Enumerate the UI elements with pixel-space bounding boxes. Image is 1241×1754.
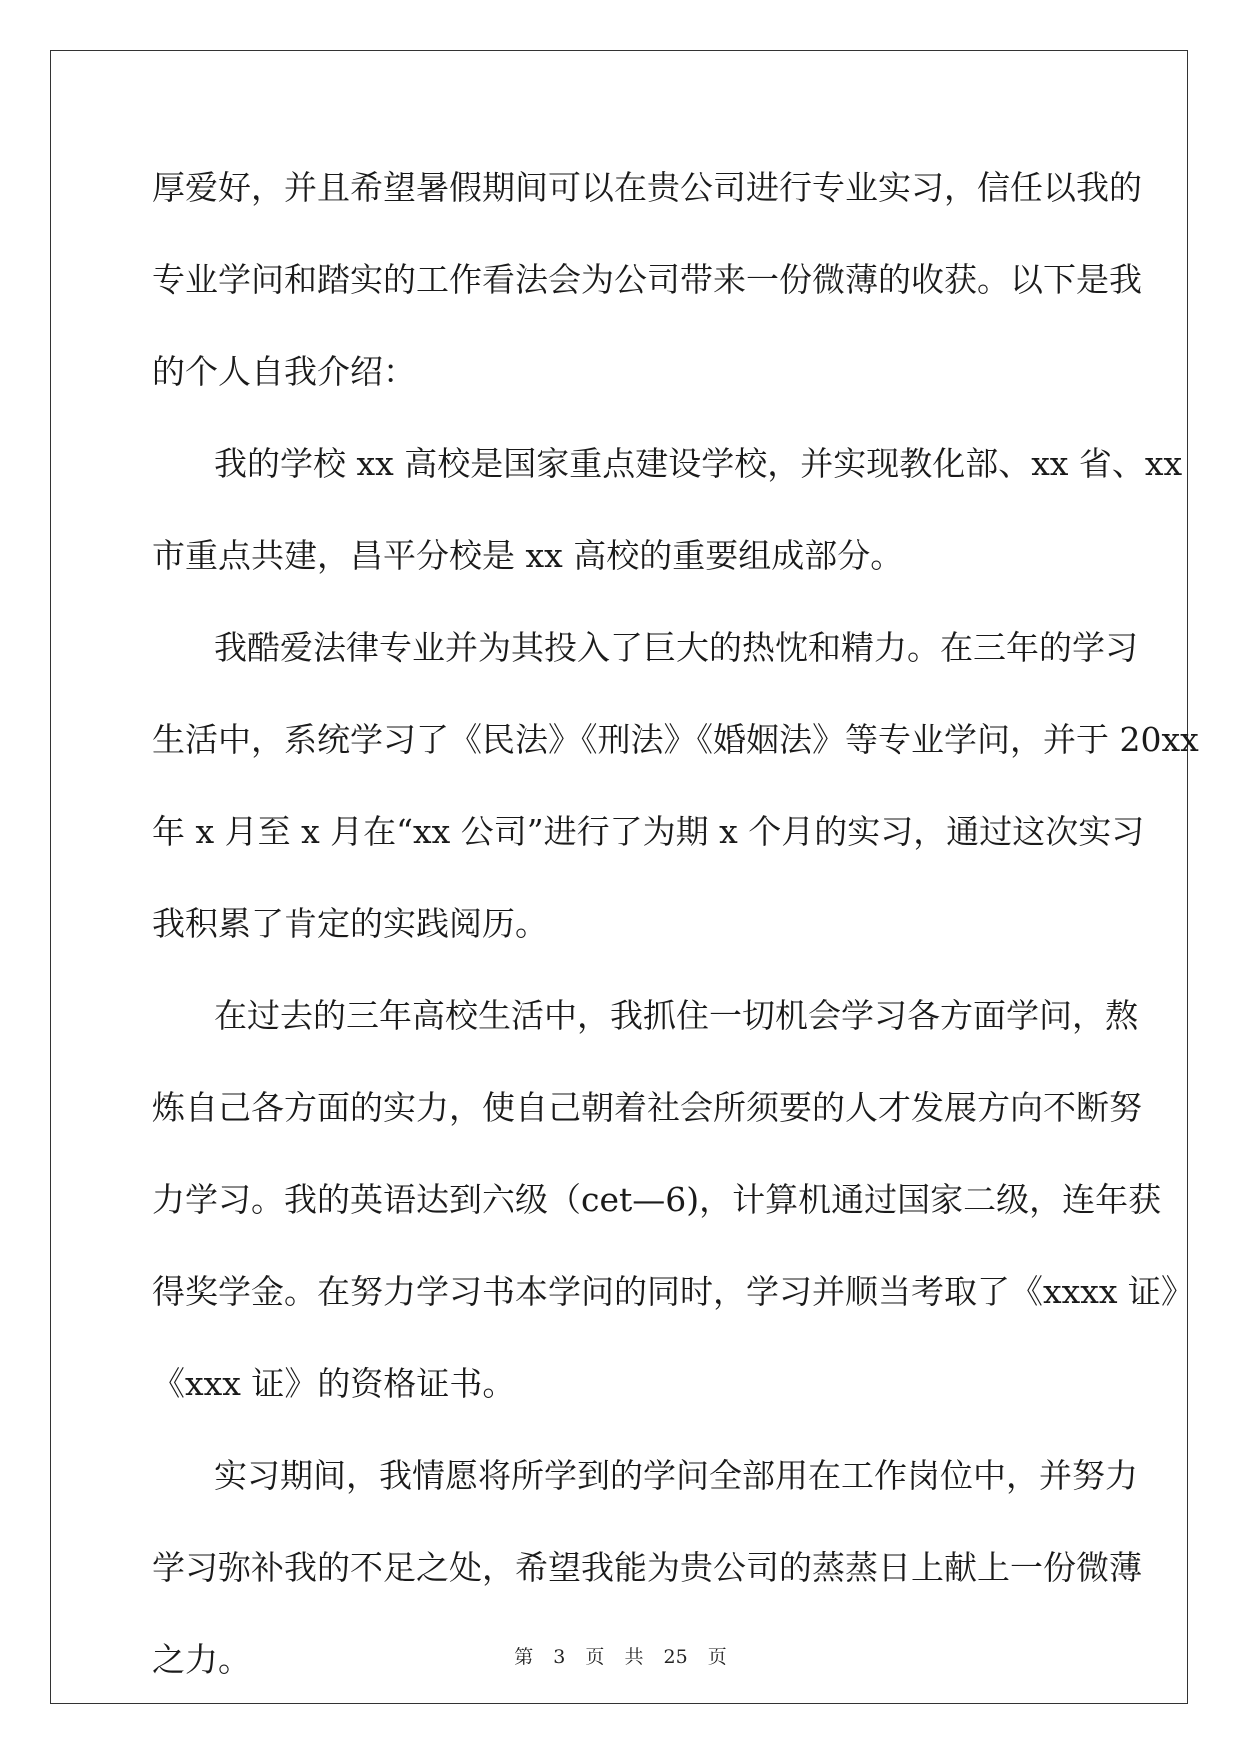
paragraph-line: 我的学校 xx 高校是国家重点建设学校，并实现教化部、xx 省、xx [214,444,1183,483]
paragraph-line: 年 x 月至 x 月在“xx 公司”进行了为期 x 个月的实习，通过这次实习 [152,812,1145,851]
paragraph-line: 在过去的三年高校生活中，我抓住一切机会学习各方面学问，熬 [214,996,1138,1035]
paragraph-line: 学习弥补我的不足之处，希望我能为贵公司的蒸蒸日上献上一份微薄 [152,1548,1142,1587]
paragraph-line: 我酷爱法律专业并为其投入了巨大的热忱和精力。在三年的学习 [214,628,1138,667]
paragraph-line: 的个人自我介绍： [152,352,416,391]
paragraph-line: 市重点共建，昌平分校是 xx 高校的重要组成部分。 [152,536,904,575]
paragraph-line: 得奖学金。在努力学习书本学问的同时，学习并顺当考取了《xxxx 证》 [152,1272,1194,1311]
paragraph-line: 专业学问和踏实的工作看法会为公司带来一份微薄的收获。以下是我 [152,260,1142,299]
document-body [152,148,1199,1712]
paragraph-line: 之力。 [152,1640,251,1679]
paragraph-line: 实习期间，我情愿将所学到的学问全部用在工作岗位中，并努力 [214,1456,1138,1495]
paragraph-line: 力学习。我的英语达到六级（cet—6)，计算机通过国家二级，连年获 [152,1180,1162,1219]
paragraph-line: 我积累了肯定的实践阅历。 [152,904,548,943]
paragraph-line: 生活中，系统学习了《民法》《刑法》《婚姻法》等专业学问，并于 20xx [152,720,1199,759]
paragraph-line: 《xxx 证》的资格证书。 [152,1364,516,1403]
page-number-footer: 第 3 页 共 25 页 [514,1646,727,1668]
paragraph-line: 厚爱好，并且希望暑假期间可以在贵公司进行专业实习，信任以我的 [152,168,1142,207]
paragraph-line: 炼自己各方面的实力，使自己朝着社会所须要的人才发展方向不断努 [152,1088,1142,1127]
